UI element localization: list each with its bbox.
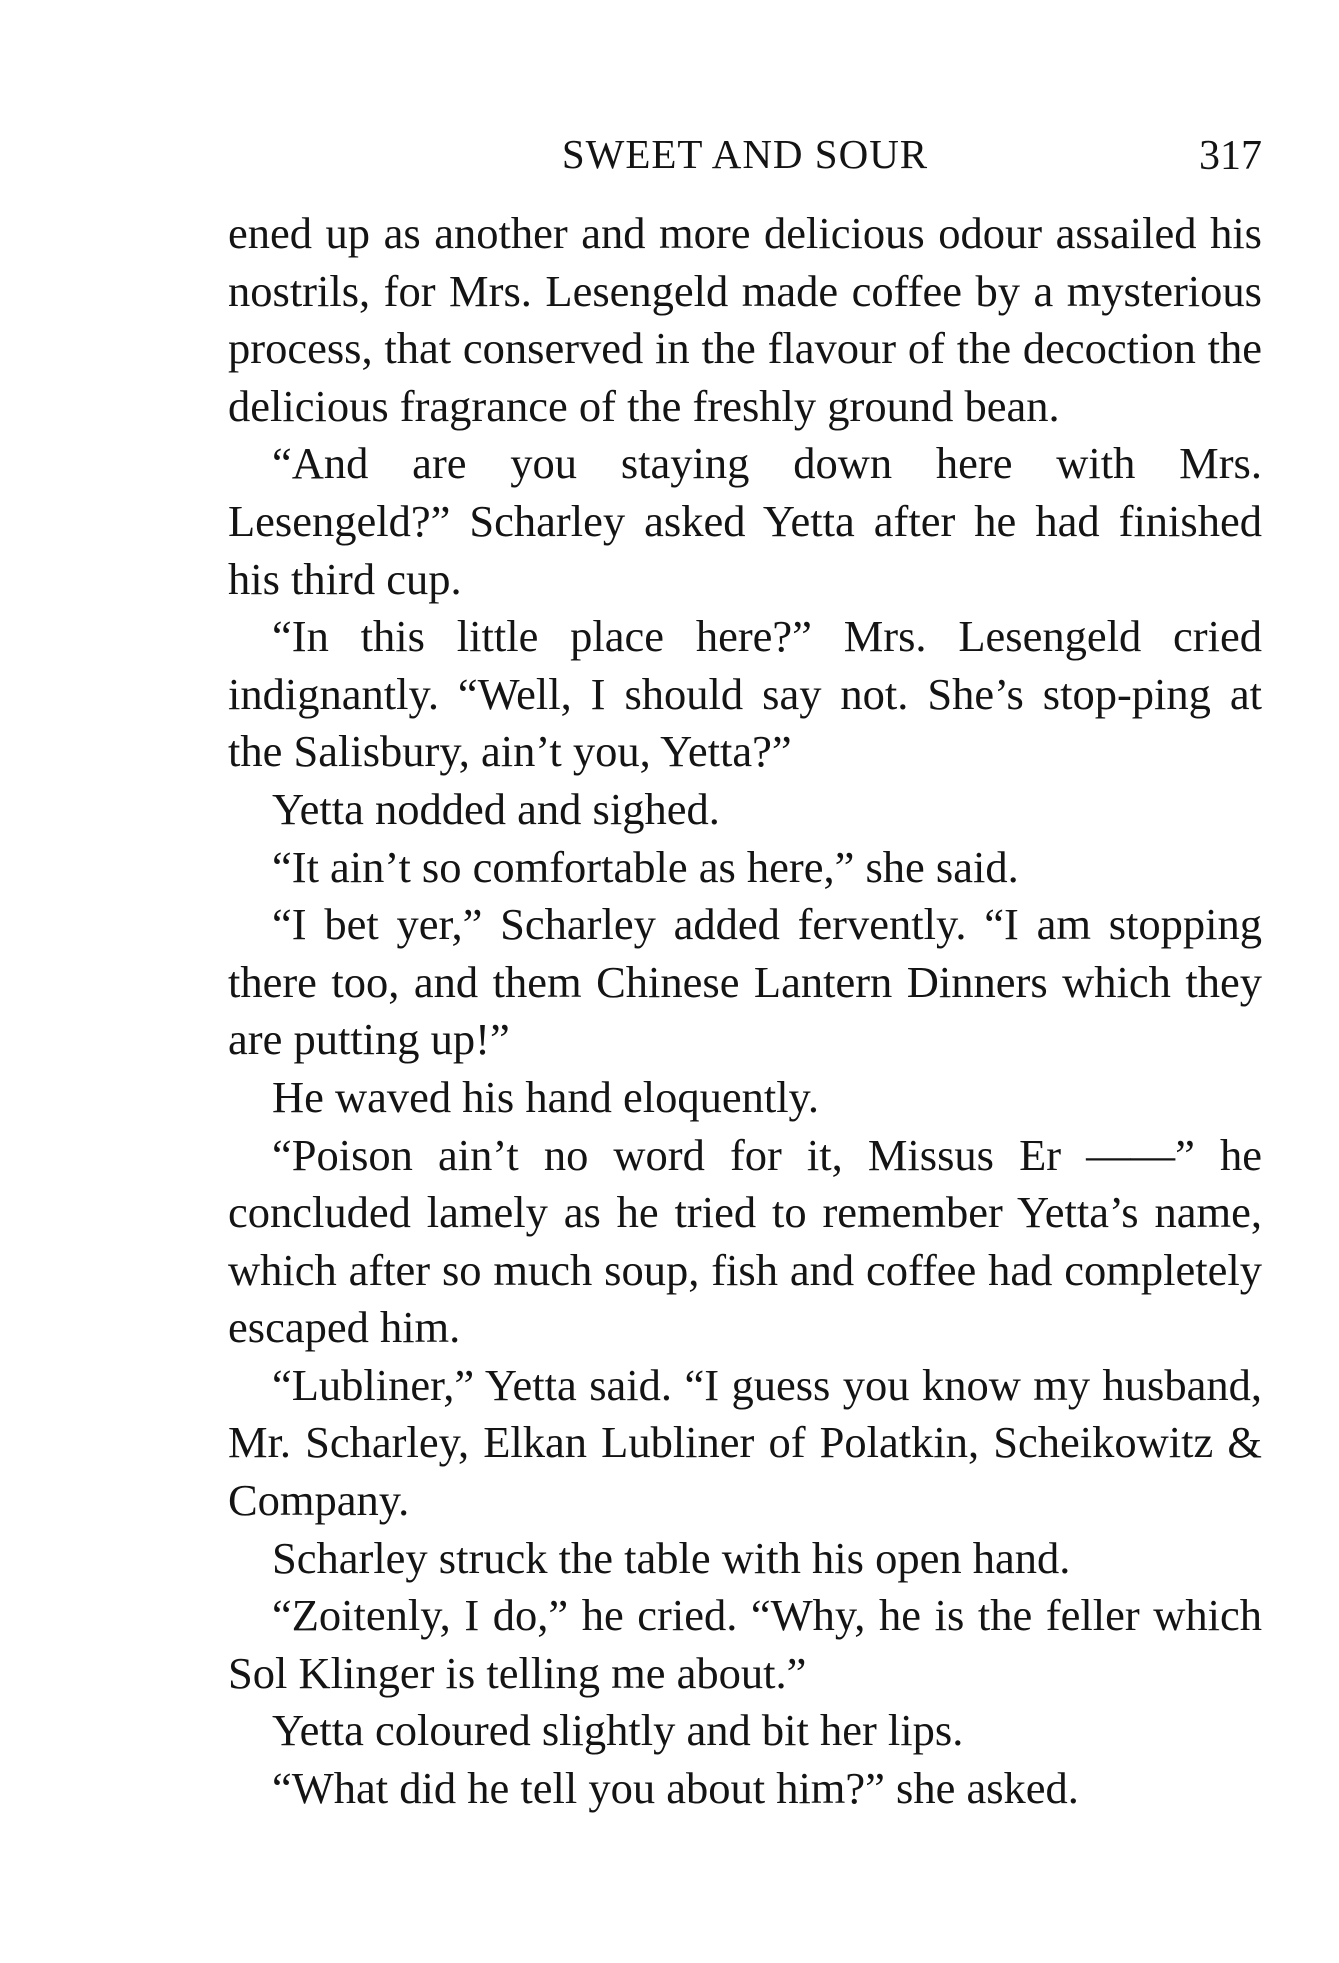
paragraph: Scharley struck the table with his open hand. xyxy=(272,1532,1071,1583)
paragraph: Yetta coloured slightly and bit her lips. xyxy=(272,1705,964,1756)
paragraph: “Poison ain’t no word for it, Missus Er ——” he concluded lamely as he tried to remember Yetta’s name, which after so much soup, fish and coffee had completely escaped him. xyxy=(228,1129,1262,1353)
page-header xyxy=(228,124,1262,184)
paragraph: “It ain’t so comfortable as here,” she said. xyxy=(272,841,1019,892)
paragraph: “In this little place here?” Mrs. Lesengeld cried indignantly. “Well, I should say not. She’s stop-ping at the Salisbury, ain’t you, Yetta?” xyxy=(228,611,1262,777)
paragraph: “And are you staying down here with Mrs. Lesengeld?” Scharley asked Yetta after he had finished his third cup. xyxy=(228,438,1262,604)
paragraph: “What did he tell you about him?” she asked. xyxy=(272,1763,1079,1814)
running-head: SWEET AND SOUR xyxy=(561,131,929,177)
paragraph: Yetta nodded and sighed. xyxy=(272,783,720,834)
paragraph: ened up as another and more delicious odour assailed his nostrils, for Mrs. Lesengeld made coffee by a mysterious process, that conserved in the flavour of the decoction the delicious fragrance of the freshly ground bean. xyxy=(228,208,1262,431)
body-text xyxy=(228,205,1262,1818)
paragraph: He waved his hand eloquently. xyxy=(272,1071,820,1122)
paragraph: “Lubliner,” Yetta said. “I guess you know my husband, Mr. Scharley, Elkan Lubliner of Polatkin, Scheikowitz & Company. xyxy=(228,1359,1262,1526)
paragraph: “I bet yer,” Scharley added fervently. “I am stopping there too, and them Chinese Lantern Dinners which they are putting up!” xyxy=(228,899,1262,1065)
paragraph: “Zoitenly, I do,” he cried. “Why, he is the feller which Sol Klinger is telling me about.” xyxy=(228,1590,1262,1698)
page-number: 317 xyxy=(1199,133,1262,179)
